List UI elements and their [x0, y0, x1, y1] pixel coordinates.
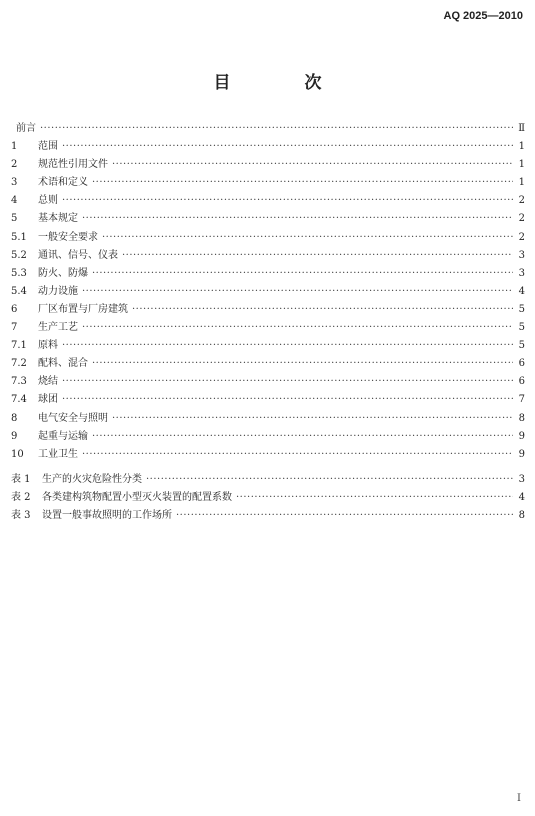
toc-entry-title: 烧结: [38, 376, 58, 388]
toc-entry[interactable]: [11, 247, 525, 265]
toc-entry-title: 工业卫生: [38, 448, 78, 460]
toc-entry-page: 4: [518, 492, 525, 504]
toc-entry-page: 7: [518, 394, 525, 406]
toc-entry-title: 术语和定义: [38, 177, 88, 189]
toc-entry[interactable]: [11, 192, 525, 210]
toc-entry-title: 生产工艺: [38, 322, 78, 334]
dot-leader: [236, 489, 513, 507]
toc-entry-page: 8: [518, 412, 525, 424]
toc-entry-title: 一般安全要求: [38, 231, 98, 243]
dot-leader: [102, 229, 513, 247]
toc-entry[interactable]: [11, 319, 525, 337]
dot-leader: [132, 301, 513, 319]
toc-entry-number: 5.2: [11, 249, 27, 261]
dot-leader: [122, 247, 513, 265]
toc-entry-number: 2: [11, 159, 18, 171]
toc-entry-number: 表 2: [11, 492, 31, 504]
toc-entry-title: 防火、防爆: [38, 267, 88, 279]
toc-entry-page: 9: [518, 448, 525, 460]
toc-entry-number: 7.4: [11, 394, 27, 406]
toc-entry-page: 6: [518, 358, 525, 370]
list-of-tables: [11, 471, 525, 525]
toc-entry-title: 总则: [38, 195, 58, 207]
page-title: 目 次: [213, 73, 356, 93]
toc-entry-title: 通讯、信号、仪表: [38, 249, 118, 261]
toc-entry-number: 3: [11, 177, 18, 189]
toc-entry-title: 原料: [38, 340, 58, 352]
dot-leader: [62, 391, 513, 409]
dot-leader: [82, 319, 513, 337]
toc-entry-title: 起重与运输: [38, 430, 88, 442]
toc-entry[interactable]: [11, 337, 525, 355]
toc-entry-number: 5.3: [11, 267, 27, 279]
dot-leader: [62, 373, 513, 391]
toc-entry-title: 各类建构筑物配置小型灭火装置的配置系数: [42, 492, 232, 504]
toc-entry-page: 4: [518, 285, 525, 297]
toc-entry-page: 2: [518, 213, 525, 225]
toc-entry-number: 9: [11, 430, 18, 442]
toc-entry[interactable]: [11, 174, 525, 192]
toc-entry[interactable]: [11, 283, 525, 301]
toc-entry-title: 规范性引用文件: [38, 159, 108, 171]
dot-leader: [62, 337, 513, 355]
toc-entry-page: 8: [518, 510, 525, 522]
toc-entry[interactable]: [11, 355, 525, 373]
toc-entry-number: 7.3: [11, 376, 27, 388]
toc-entry-page: 5: [518, 303, 525, 315]
footer-page-number: I: [517, 793, 521, 804]
dot-leader: [176, 507, 513, 525]
dot-leader: [92, 174, 513, 192]
toc-entry-page: 3: [518, 249, 525, 261]
toc-entry-number: 5.4: [11, 285, 27, 297]
toc-entry-title: 配料、混合: [38, 358, 88, 370]
dot-leader: [62, 192, 513, 210]
toc-entry[interactable]: [11, 446, 525, 464]
toc-entry-number: 10: [11, 448, 24, 460]
toc-entry-title: 厂区布置与厂房建筑: [38, 303, 128, 315]
dot-leader: [146, 471, 513, 489]
toc-entry-title: 动力设施: [38, 285, 78, 297]
toc-entry-title: 电气安全与照明: [38, 412, 108, 424]
toc-entry-page: 2: [518, 195, 525, 207]
toc-entry-title: 基本规定: [38, 213, 78, 225]
toc-entry-number: 4: [11, 195, 18, 207]
toc-entry[interactable]: [11, 373, 525, 391]
toc-entry[interactable]: [11, 410, 525, 428]
dot-leader: [82, 283, 513, 301]
table-of-contents: [11, 120, 525, 464]
toc-entry-page: 1: [518, 159, 525, 171]
dot-leader: [92, 355, 513, 373]
dot-leader: [40, 120, 513, 138]
toc-entry-number: 1: [11, 141, 18, 153]
toc-entry-title: 范围: [38, 141, 58, 153]
toc-entry[interactable]: [11, 428, 525, 446]
toc-entry-number: 8: [11, 412, 18, 424]
toc-entry-page: 6: [518, 376, 525, 388]
toc-entry-number: 7.1: [11, 340, 27, 352]
toc-entry-page: 5: [518, 322, 525, 334]
toc-entry[interactable]: [11, 391, 525, 409]
table-list-entry[interactable]: [11, 471, 525, 489]
dot-leader: [82, 210, 513, 228]
toc-entry-number: 5: [11, 213, 18, 225]
toc-entry-number: 6: [11, 303, 18, 315]
toc-entry-page: 1: [518, 177, 525, 189]
toc-entry-title: 前言: [16, 123, 36, 134]
toc-entry-number: 5.1: [11, 231, 27, 243]
table-list-entry[interactable]: [11, 489, 525, 507]
toc-entry[interactable]: [11, 138, 525, 156]
toc-entry-page: 2: [518, 231, 525, 243]
dot-leader: [82, 446, 513, 464]
toc-entry-title: 生产的火灾危险性分类: [42, 474, 142, 485]
dot-leader: [112, 410, 513, 428]
toc-entry[interactable]: [11, 229, 525, 247]
toc-entry[interactable]: [11, 210, 525, 228]
toc-entry-page: Ⅱ: [518, 123, 525, 134]
toc-entry-number: 表 1: [11, 474, 31, 485]
toc-entry-page: 3: [518, 267, 525, 279]
toc-entry[interactable]: [11, 120, 525, 138]
toc-entry-page: 9: [518, 430, 525, 442]
toc-entry[interactable]: [11, 265, 525, 283]
toc-entry-title: 设置一般事故照明的工作场所: [42, 510, 172, 522]
toc-entry-page: 5: [518, 340, 525, 352]
toc-entry-page: 3: [518, 474, 525, 485]
toc-entry-page: 1: [518, 141, 525, 153]
toc-entry[interactable]: [11, 301, 525, 319]
toc-entry-number: 表 3: [11, 510, 31, 522]
toc-entry[interactable]: [11, 156, 525, 174]
dot-leader: [92, 265, 513, 283]
toc-entry-number: 7.2: [11, 358, 27, 370]
standard-code: AQ 2025—2010: [443, 10, 523, 22]
dot-leader: [112, 156, 513, 174]
dot-leader: [62, 138, 513, 156]
dot-leader: [92, 428, 513, 446]
toc-entry-number: 7: [11, 322, 18, 334]
toc-entry-title: 球团: [38, 394, 58, 406]
table-list-entry[interactable]: [11, 507, 525, 525]
